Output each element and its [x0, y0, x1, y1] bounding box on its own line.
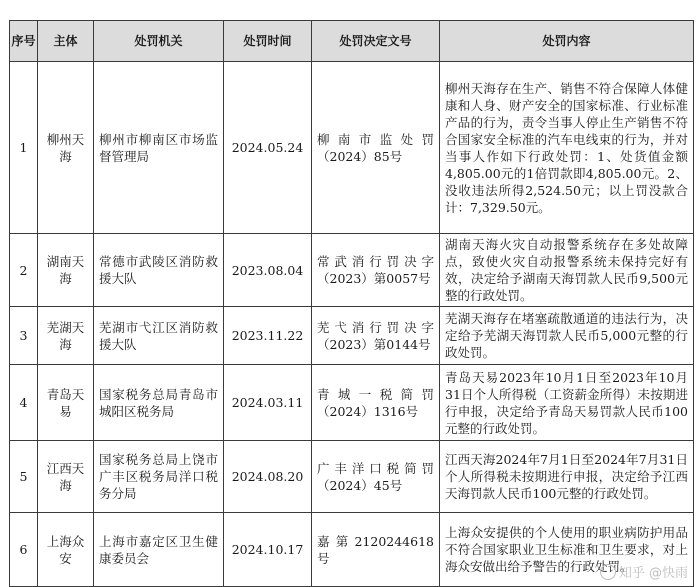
table-row	[10, 441, 694, 513]
cell-authority: 国家税务总局青岛市城阳区税务局	[94, 365, 224, 441]
cell-entity: 江西天海	[38, 441, 94, 513]
table-row	[10, 62, 694, 234]
cell-entity: 青岛天易	[38, 365, 94, 441]
cell-no: 4	[10, 365, 38, 441]
cell-authority: 芜湖市弋江区消防救援大队	[94, 307, 224, 365]
watermark	[600, 562, 688, 581]
cell-entity: 上海众安	[38, 513, 94, 587]
cell-content: 上海众安提供的个人使用的职业病防护用品不符合国家职业卫生标准和卫生要求，对上海众安做出给予警告的行政处罚。	[440, 513, 694, 587]
cell-doc: 柳南市监处罚（2024）85号	[312, 62, 440, 234]
cell-date: 2023.11.22	[224, 307, 312, 365]
cell-content: 江西天海2024年7月1日至2024年7月31日个人所得税未按期进行申报，决定给予江西天海罚款人民币100元整的行政处罚。	[440, 441, 694, 513]
header-doc: 处罚决定文号	[312, 21, 440, 62]
table-row	[10, 365, 694, 441]
cell-authority: 上海市嘉定区卫生健康委员会	[94, 513, 224, 587]
header-date: 处罚时间	[224, 21, 312, 62]
table-row	[10, 307, 694, 365]
cell-no: 6	[10, 513, 38, 587]
header-entity: 主体	[38, 21, 94, 62]
cell-no: 3	[10, 307, 38, 365]
table-row	[10, 234, 694, 307]
table-row	[10, 513, 694, 587]
cell-authority: 柳州市柳南区市场监督管理局	[94, 62, 224, 234]
cell-date: 2023.08.04	[224, 234, 312, 307]
cell-no: 2	[10, 234, 38, 307]
header-no: 序号	[10, 21, 38, 62]
cell-doc: 广丰洋口税简罚（2024）45号	[312, 441, 440, 513]
table-header-row	[10, 21, 694, 62]
cell-content: 芜湖天海存在堵塞疏散通道的违法行为，决定给予芜湖天海罚款人民币5,000元整的行政处罚。	[440, 307, 694, 365]
cell-no: 1	[10, 62, 38, 234]
cell-entity: 湖南天海	[38, 234, 94, 307]
cell-date: 2024.10.17	[224, 513, 312, 587]
cell-entity: 芜湖天海	[38, 307, 94, 365]
header-authority: 处罚机关	[94, 21, 224, 62]
watermark-text: 知乎 @快雨	[618, 566, 688, 581]
cell-content: 湖南天海火灾自动报警系统存在多处故障点，致使火灾自动报警系统未保持完好有效，决定给予湖南天海罚款人民币9,500元整的行政处罚。	[440, 234, 694, 307]
cell-authority: 常德市武陵区消防救援大队	[94, 234, 224, 307]
cell-no: 5	[10, 441, 38, 513]
penalty-table	[9, 20, 694, 587]
cell-doc: 嘉第2120244618号	[312, 513, 440, 587]
header-content: 处罚内容	[440, 21, 694, 62]
cell-date: 2024.08.20	[224, 441, 312, 513]
cell-doc: 青城一税简罚（2024）1316号	[312, 365, 440, 441]
cell-entity: 柳州天海	[38, 62, 94, 234]
zhihu-logo-icon	[600, 564, 616, 580]
cell-date: 2024.05.24	[224, 62, 312, 234]
cell-content: 青岛天易2023年10月1日至2023年10月31日个人所得税（工资薪金所得）未按期进行申报，决定给予青岛天易罚款人民币100元整的行政处罚。	[440, 365, 694, 441]
cell-content: 柳州天海存在生产、销售不符合保障人体健康和人身、财产安全的国家标准、行业标准产品的行为，责令当事人停止生产销售不符合国家安全标准的汽车电线束的行为，并对当事人作如下行政处罚：1、处货值金额4,805.00元的1倍罚款即4,805.00元。2、没收违法所得2,524.50元；以上罚没款合计：7,329.50元。	[440, 62, 694, 234]
cell-date: 2024.03.11	[224, 365, 312, 441]
cell-doc: 芜弋消行罚决字（2023）第0144号	[312, 307, 440, 365]
cell-authority: 国家税务总局上饶市广丰区税务局洋口税务分局	[94, 441, 224, 513]
cell-doc: 常武消行罚决字（2023）第0057号	[312, 234, 440, 307]
